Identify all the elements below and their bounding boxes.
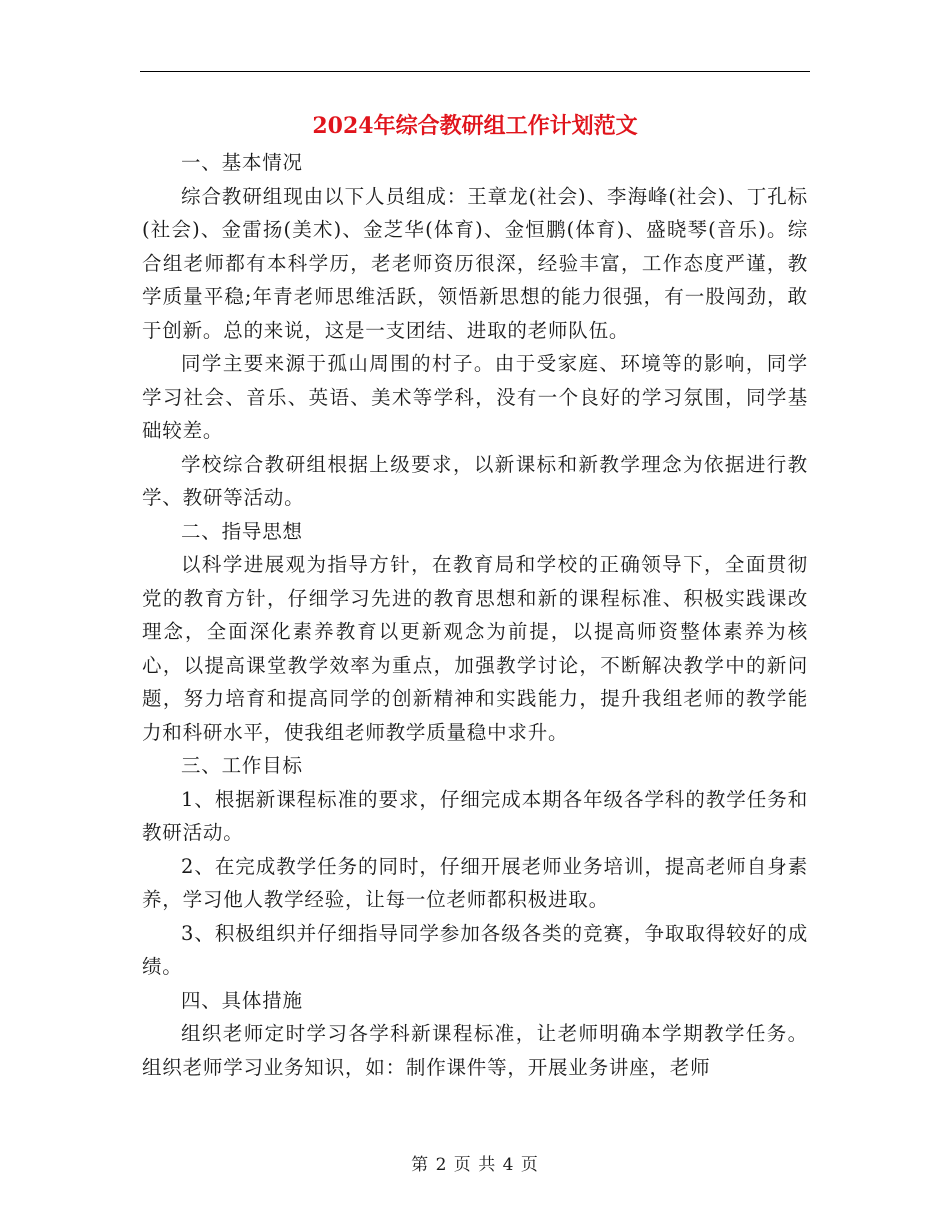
- section-heading-basic-situation: 一、基本情况: [181, 151, 303, 174]
- paragraph-measures: 组织老师定时学习各学科新课程标准，让老师明确本学期教学任务。组织老师学习业务知识，如：制作课件等，开展业务讲座，老师: [142, 1022, 808, 1079]
- paragraph-staff: 综合教研组现由以下人员组成：王章龙(社会)、李海峰(社会)、丁孔标(社会)、金雷扬(美术)、金芝华(体育)、金恒鹏(体育)、盛晓琴(音乐)。综合组老师都有本科学历，老老师资历很深，经验丰富，工作态度严谨，教学质量平稳;年青老师思维活跃，领悟新思想的能力很强，有一股闯劲，敢于创新。总的来说，这是一支团结、进取的老师队伍。: [142, 184, 808, 342]
- paragraph-school-requirements: 学校综合教研组根据上级要求，以新课标和新教学理念为依据进行教学、教研等活动。: [142, 452, 808, 509]
- paragraph-guiding-thought: 以科学进展观为指导方针，在教育局和学校的正确领导下，全面贯彻党的教育方针，仔细学习先进的教育思想和新的课程标准、积极实践课改理念，全面深化素养教育以更新观念为前提，以提高师资整体素养为核心，以提高课堂教学效率为重点，加强教学讨论，不断解决教学中的新问题，努力培育和提高同学的创新精神和实践能力，提升我组老师的教学能力和科研水平，使我组老师教学质量稳中求升。: [142, 553, 808, 744]
- header-rule: [140, 71, 810, 72]
- section-heading-measures: 四、具体措施: [181, 988, 303, 1012]
- paragraph-goal-1: 1、根据新课程标准的要求，仔细完成本期各年级各学科的教学任务和教研活动。: [142, 787, 808, 844]
- paragraph-goal-2: 2、在完成教学任务的同时，仔细开展老师业务培训，提高老师自身素养，学习他人教学经验，让每一位老师都积极进取。: [142, 854, 808, 911]
- section-heading-guiding-thought: 二、指导思想: [181, 519, 303, 543]
- page-number-footer: 第 2 页 共 4 页: [411, 1155, 539, 1175]
- document-title: 2024年综合教研组工作计划范文: [312, 113, 638, 139]
- document-body: [142, 146, 808, 1084]
- section-heading-work-goals: 三、工作目标: [181, 754, 303, 777]
- paragraph-students: 同学主要来源于孤山周围的村子。由于受家庭、环境等的影响，同学学习社会、音乐、英语、美术等学科，没有一个良好的学习氛围，同学基础较差。: [142, 352, 808, 442]
- paragraph-goal-3: 3、积极组织并仔细指导同学参加各级各类的竞赛，争取取得较好的成绩。: [142, 921, 808, 978]
